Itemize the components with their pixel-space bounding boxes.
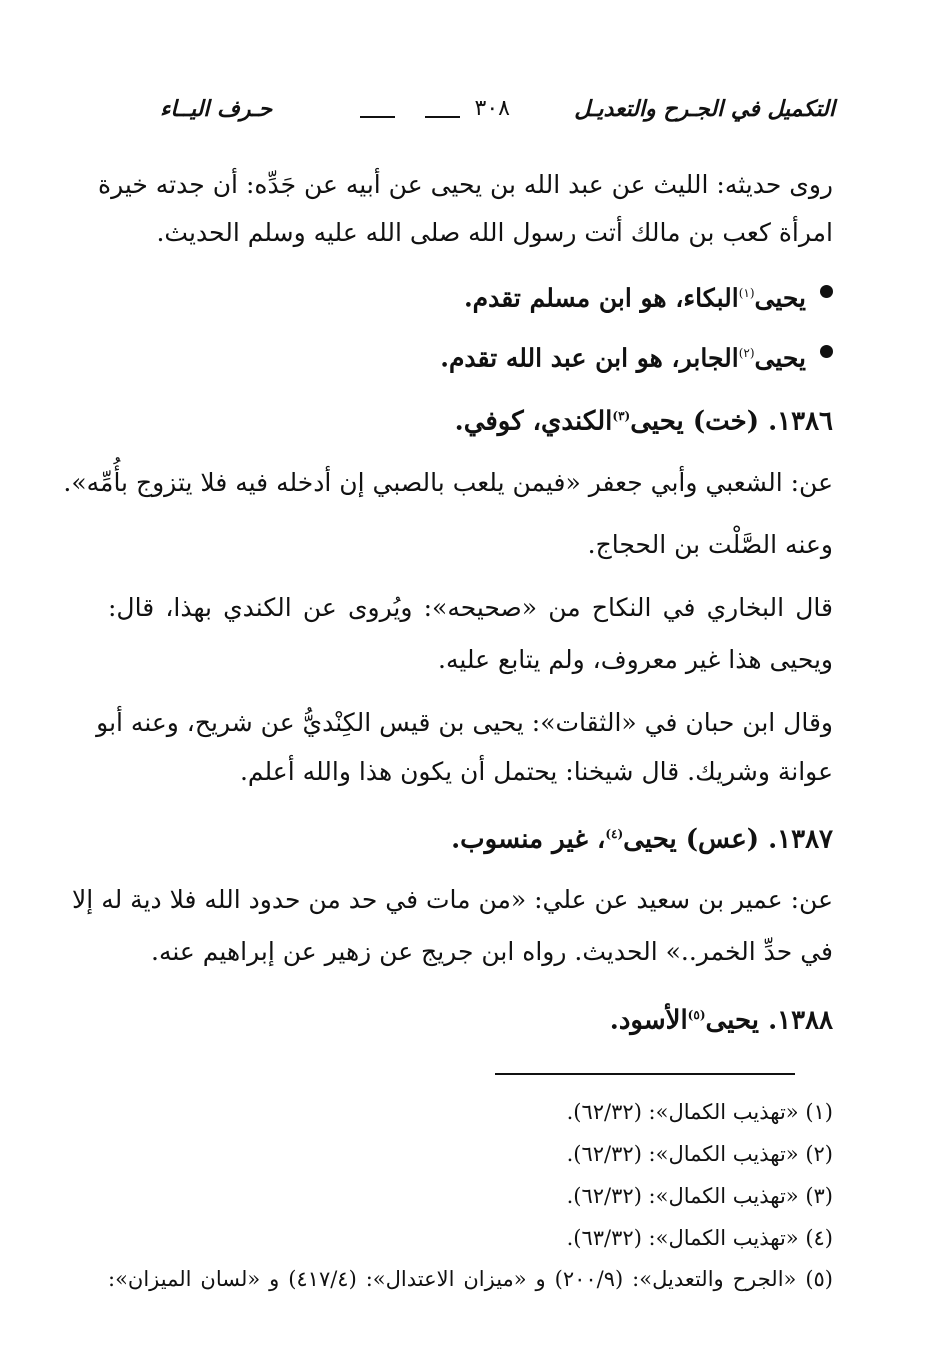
entry-heading-1387 [451, 814, 833, 860]
entry-rest: الأسود. [609, 1005, 688, 1036]
header-book-title: التكميل في الجـرح والتعديـل [574, 96, 835, 122]
body-line: قال البخاري في النكاح من «صحيحه»: ويُروى عن الكندي بهذا، قال: [108, 593, 833, 622]
entry-rest: البكاء، هو ابن مسلم تقدم. [463, 283, 739, 313]
footnote-ref: (٤) [605, 827, 624, 841]
footnote-ref: (٥) [687, 1008, 706, 1022]
header-rule-left [360, 116, 395, 118]
entry-name: يحيى [754, 283, 806, 313]
running-header [160, 96, 835, 136]
body-line: روى حديثه: الليث عن عبد الله بن يحيى عن أبيه عن جَدِّه: أن جدته خيرة [97, 170, 833, 199]
entry-rest: الجابر، هو ابن عبد الله تقدم. [440, 343, 739, 373]
body-line: عن: عمير بن سعيد عن علي: «من مات في حد من حدود الله فلا دية له إلا [72, 885, 833, 914]
footnote-ref: (٣) [612, 409, 631, 423]
footnote-separator [495, 1073, 795, 1075]
entry-heading-1386 [455, 396, 833, 442]
body-line: عن: الشعبي وأبي جعفر «فيمن يلعب بالصبي إن أدخله فيه فلا يتزوج بأُمِّه». [63, 468, 833, 497]
bullet-entry [108, 333, 806, 373]
entry-rest: ، غير منسوب. [451, 824, 606, 855]
entry-name: يحيى [754, 343, 806, 373]
body-line: امرأة كعب بن مالك أتت رسول الله صلى الله عليه وسلم الحديث. [156, 218, 833, 247]
body-line: ويحيى هذا غير معروف، ولم يتابع عليه. [438, 645, 833, 674]
bullet-entry [108, 273, 806, 313]
entry-rest: الكندي، كوفي. [454, 406, 613, 437]
bullet-icon [820, 285, 833, 298]
entry-number: ١٣٨٨. يحيى [705, 1005, 833, 1036]
footnote-ref: (٢) [738, 346, 755, 360]
entry-number: ١٣٨٧. (عس) يحيى [623, 824, 833, 855]
footnote: (٢) «تهذيب الكمال»: (٦٢/٣٢). [566, 1142, 833, 1166]
body-line: وعنه الصَّلْت بن الحجاج. [587, 530, 833, 559]
header-letter: حـرف اليــاء [160, 96, 273, 122]
body-line: عوانة وشريك. قال شيخنا: يحتمل أن يكون هذا والله أعلم. [239, 757, 833, 786]
footnote-ref: (١) [738, 286, 755, 300]
header-page-number: ٣٠٨ [474, 96, 510, 121]
header-rule-right [425, 116, 460, 118]
entry-heading-1388 [610, 995, 833, 1041]
body-line: في حدِّ الخمر..» الحديث. رواه ابن جريج عن زهير عن إبراهيم عنه. [151, 937, 833, 966]
bullet-icon [820, 345, 833, 358]
footnote: (٣) «تهذيب الكمال»: (٦٢/٣٢). [566, 1184, 833, 1208]
entry-number: ١٣٨٦. (خت) يحيى [630, 406, 833, 437]
footnote: (١) «تهذيب الكمال»: (٦٢/٣٢). [566, 1100, 833, 1124]
footnote: (٤) «تهذيب الكمال»: (٦٣/٣٢). [566, 1226, 833, 1250]
body-line: وقال ابن حبان في «الثقات»: يحيى بن قيس الكِنْديُّ عن شريح، وعنه أبو [96, 708, 833, 737]
footnote: (٥) «الجرح والتعديل»: (٢٠٠/٩) و «ميزان الاعتدال»: (٤١٧/٤) و «لسان الميزان»: [108, 1267, 833, 1291]
